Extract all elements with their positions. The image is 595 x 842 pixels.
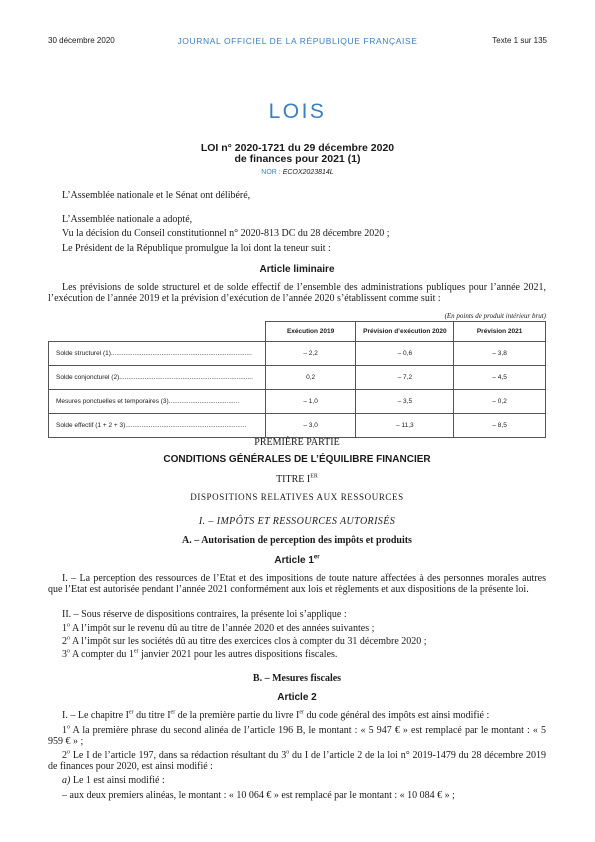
nor-reference [0, 169, 595, 176]
table-cell: – 0,2 [454, 390, 546, 414]
table-cell: – 8,5 [454, 414, 546, 438]
row-label: Solde structurel (1).............................................................................. [49, 342, 266, 366]
article1-title: Article 1er [274, 554, 320, 566]
table-cell: – 3,8 [454, 342, 546, 366]
table-cell: – 0,6 [356, 342, 454, 366]
table-header-row [49, 322, 546, 342]
column-header: Prévision 2021 [454, 322, 546, 342]
article-liminaire-text: Les prévisions de solde structurel et de solde effectif de l’ensemble des administrations publiques pour l’année 2021, l’exécution de l’année 2019 et la prévision d’exécution de l’année 2020 s’établissent comme suit : [48, 282, 546, 305]
publication-date: 30 décembre 2020 [48, 36, 115, 45]
table-corner [49, 322, 266, 342]
article2-paragraph: 2$^o$ Le I de l’article 197, dans sa rédaction résultant du 3$^o$ du I de l’article 2 de la loi n° 2019-1479 du 28 décembre 2019 de finances pour 2020, est ainsi modifié : [48, 749, 546, 773]
table-row [49, 414, 546, 438]
table-cell: – 11,3 [356, 414, 454, 438]
article2-title: Article 2 [277, 692, 317, 703]
section-B-heading: B. – Mesures fiscales [252, 673, 342, 684]
preamble-line: Vu la décision du Conseil constitutionnel n° 2020-813 DC du 28 décembre 2020 ; [62, 228, 390, 239]
article1-item: 2$^o$ A l’impôt sur les sociétés dû au titre des exercices clos à compter du 31 décembre 2020 ; [62, 635, 427, 647]
article1-item: 1$^o$ A l’impôt sur le revenu dû au titre de l’année 2020 et des années suivantes ; [62, 622, 375, 634]
section-title: LOIS [268, 100, 327, 123]
law-title-line2: de finances pour 2021 (1) [234, 153, 361, 165]
table-cell: 0,2 [265, 366, 356, 390]
nor-code: ECOX2023814L [282, 169, 334, 176]
article1-paragraph: II. – Sous réserve de dispositions contraires, la présente loi s’applique : [62, 609, 347, 620]
article2-paragraph: – aux deux premiers alinéas, le montant : « 10 064 € » est remplacé par le montant : « 10 084 € » ; [62, 790, 455, 801]
column-header: Prévision d’exécution 2020 [356, 322, 454, 342]
law-title [0, 143, 595, 165]
table-unit: (En points de produit intérieur brut) [444, 312, 546, 320]
preamble-line: L’Assemblée nationale a adopté, [62, 214, 193, 225]
table-cell: – 1,0 [265, 390, 356, 414]
table-cell: – 3,5 [356, 390, 454, 414]
titre-subtitle: DISPOSITIONS RELATIVES AUX RESSOURCES [190, 492, 404, 502]
column-header: Exécution 2019 [265, 322, 356, 342]
preamble-line: L’Assemblée nationale et le Sénat ont délibéré, [62, 190, 251, 201]
part-subtitle: CONDITIONS GÉNÉRALES DE L’ÉQUILIBRE FINANCIER [163, 454, 431, 465]
table-cell: – 7,2 [356, 366, 454, 390]
article-liminaire-title: Article liminaire [259, 264, 335, 275]
article2-paragraph: 1$^o$ A la première phrase du second alinéa de l’article 196 B, le montant : « 5 947 € » est remplacé par le montant : « 5 959 € » ; [48, 724, 546, 748]
table-row [49, 390, 546, 414]
table-cell: – 3,0 [265, 414, 356, 438]
page-indicator: Texte 1 sur 135 [492, 36, 547, 45]
part-title: PREMIÈRE PARTIE [254, 437, 340, 448]
row-label: Solde effectif (1 + 2 + 3)................................................................... [49, 414, 266, 438]
nor-label: NOR : [261, 169, 281, 176]
table-row [49, 342, 546, 366]
article2-paragraph: I. – Le chapitre Ier du titre Ier de la première partie du livre Ier du code général des impôts est ainsi modifié : [62, 709, 490, 721]
titre-heading: TITRE IER [276, 473, 318, 485]
article2-paragraph: a) Le 1 est ainsi modifié : [62, 775, 165, 786]
table-cell: – 4,5 [454, 366, 546, 390]
table-row [49, 366, 546, 390]
row-label: Mesures ponctuelles et temporaires (3)....................................... [49, 390, 266, 414]
budget-balance-table [48, 321, 546, 438]
journal-name: JOURNAL OFFICIEL DE LA RÉPUBLIQUE FRANÇAISE [177, 36, 418, 46]
section-A-heading: A. – Autorisation de perception des impôts et produits [182, 535, 412, 546]
page-header [48, 36, 547, 48]
row-label: Solde conjoncturel (2).......................................................................... [49, 366, 266, 390]
law-title-line1: LOI n° 2020-1721 du 29 décembre 2020 [200, 142, 395, 154]
section-I-heading: I. – IMPÔTS ET RESSOURCES AUTORISÉS [198, 516, 396, 527]
article1-item: 3$^o$ A compter du 1er janvier 2021 pour les autres dispositions fiscales. [62, 648, 338, 660]
preamble-line: Le Président de la République promulgue la loi dont la teneur suit : [62, 243, 331, 254]
article1-paragraph: I. – La perception des ressources de l’Etat et des impositions de toute nature affectées à des personnes morales autres que l’Etat est autorisée pendant l’année 2021 conformément aux lois et règlements et aux dispositions de la présente loi. [48, 573, 546, 596]
table-cell: – 2,2 [265, 342, 356, 366]
